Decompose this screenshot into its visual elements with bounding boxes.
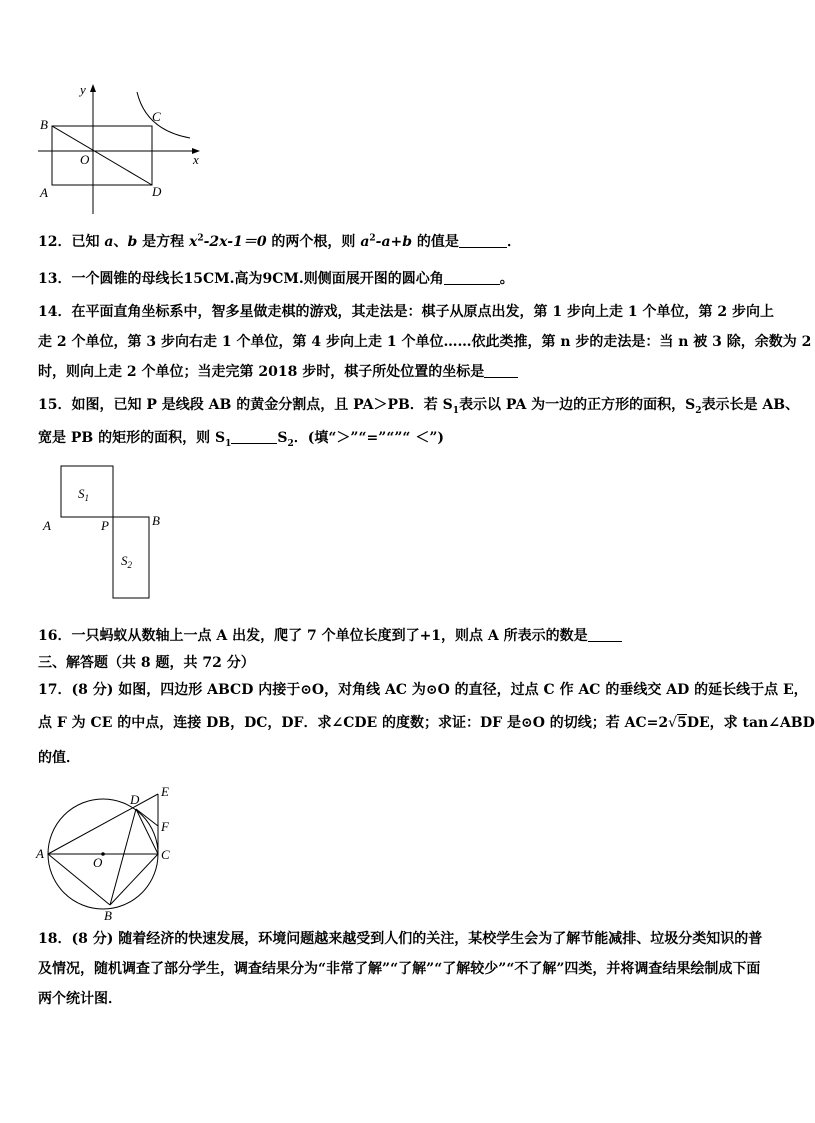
q17-l2-pre: 点 F 为 CE 的中点，连接 DB，DC，DF．求∠CDE 的度数；求证：DF 是⊙O 的切线；若 AC= bbox=[38, 715, 659, 731]
question-13 bbox=[38, 264, 760, 294]
q17-coefficient: 2 bbox=[658, 715, 669, 731]
figure-circle-abcd bbox=[34, 782, 184, 922]
q12-text-mid: 是方程 bbox=[137, 234, 189, 250]
square-s1 bbox=[61, 466, 113, 517]
label-s1: $S_1$ bbox=[78, 486, 89, 503]
q14-line-2: 走 2 个单位，第 3 步向右走 1 个单位，第 4 步向上走 1 个单位……依此类推，第 n 步的走法是：当 n 被 3 除，余数为 2 bbox=[38, 334, 812, 350]
question-12 bbox=[38, 227, 760, 257]
q18-line-3: 两个统计图． bbox=[38, 991, 122, 1007]
figure-coordinate-rectangle bbox=[30, 78, 210, 218]
q18-line-2: 及情况，随机调查了部分学生，调查结果分为“非常了解”“了解”“了解较少”“不了解”四类，并将调查结果绘制成下面 bbox=[38, 961, 761, 977]
q12-expr-sup: 2 bbox=[369, 233, 376, 244]
q14-line-3: 时，则向上走 2 个单位；当走完第 2018 步时，棋子所处位置的坐标是 bbox=[38, 364, 485, 380]
segment-ad-extended bbox=[48, 794, 158, 854]
q12-var-b: b bbox=[127, 234, 138, 250]
segment-dc bbox=[136, 809, 158, 854]
q17-line-1: 17．(8 分) 如图，四边形 ABCD 内接于⊙O，对角线 AC 为⊙O 的直径，过点 C 作 AC 的垂线交 AD 的延长线于点 E， bbox=[38, 682, 808, 698]
q12-eq-rest: -2x-1＝0 bbox=[203, 234, 267, 250]
label-a: A bbox=[36, 846, 44, 861]
q12-expr-rest: -a+b bbox=[375, 234, 413, 250]
section-title bbox=[38, 648, 760, 678]
q15-l2-sub2: 2 bbox=[287, 438, 294, 449]
q15-l2-sub1: 1 bbox=[225, 438, 232, 449]
q12-text-post: 的值是 bbox=[412, 234, 459, 250]
q15-l1-pre: 15．如图，已知 P 是线段 AB 的黄金分割点，且 PA＞PB．若 S bbox=[38, 397, 453, 413]
question-15 bbox=[38, 390, 800, 453]
q12-answer-blank[interactable] bbox=[459, 233, 507, 248]
section-title-text: 三、解答题（共 8 题，共 72 分） bbox=[38, 655, 255, 671]
q17-radicand: 5 bbox=[677, 715, 687, 731]
q15-l2-pre: 宽是 PB 的矩形的面积，则 S bbox=[38, 430, 226, 446]
question-17 bbox=[38, 675, 815, 773]
label-a: A bbox=[40, 185, 48, 200]
hyperbola-arc bbox=[137, 92, 190, 138]
q15-l2-post: ．(填“＞”“=”“”“ ＜”) bbox=[293, 430, 445, 446]
label-b: B bbox=[40, 117, 48, 132]
label-a: A bbox=[43, 518, 51, 533]
q12-end: ． bbox=[506, 234, 521, 250]
q15-answer-blank[interactable] bbox=[231, 429, 277, 444]
q15-l2-mid: S bbox=[277, 430, 288, 446]
q13-text: 13．一个圆锥的母线长15CM.高为9CM.则侧面展开图的圆心角 bbox=[38, 271, 444, 287]
question-16 bbox=[38, 621, 760, 651]
q12-eq-sup: 2 bbox=[197, 233, 204, 244]
q14-line-1: 14．在平面直角坐标系中，智多星做走棋的游戏，其走法是：棋子从原点出发，第 1 步向上走 1 个单位，第 2 步向上 bbox=[38, 304, 774, 320]
figure-golden-section bbox=[36, 462, 176, 604]
label-e: E bbox=[161, 784, 169, 799]
y-axis-arrow bbox=[90, 84, 96, 92]
q12-text-mid2: 的两个根，则 bbox=[266, 234, 361, 250]
q17-l2-post: DE，求 tan∠ABD bbox=[686, 715, 815, 731]
label-c: C bbox=[161, 847, 170, 862]
q13-end: 。 bbox=[499, 271, 514, 287]
q14-answer-blank[interactable] bbox=[484, 363, 518, 378]
question-14 bbox=[38, 297, 812, 387]
q12-eq-x: x bbox=[188, 234, 198, 250]
label-x: x bbox=[193, 152, 199, 167]
q12-text: 12．已知 bbox=[38, 234, 105, 250]
q15-l1-mid: 表示以 PA 为一边的正方形的面积，S bbox=[459, 397, 696, 413]
segment-df bbox=[136, 809, 158, 826]
sqrt-symbol: √ bbox=[668, 715, 678, 731]
label-b: B bbox=[152, 513, 160, 528]
label-y: y bbox=[80, 82, 86, 97]
q15-l1-sub2: 2 bbox=[695, 405, 702, 416]
q15-l1-post: 表示长是 AB、 bbox=[701, 397, 800, 413]
label-c: C bbox=[152, 109, 161, 124]
q18-line-1: 18．(8 分) 随着经济的快速发展，环境问题越来越受到人们的关注，某校学生会为了解节能减排、垃圾分类知识的普 bbox=[38, 931, 763, 947]
q12-sep: 、 bbox=[113, 234, 128, 250]
label-s2: $S_2$ bbox=[121, 553, 132, 570]
q17-line-3: 的值． bbox=[38, 750, 80, 766]
label-d: D bbox=[130, 792, 140, 807]
q13-answer-blank[interactable] bbox=[444, 270, 500, 285]
q12-expr-a: a bbox=[360, 234, 370, 250]
label-f: F bbox=[161, 819, 169, 834]
rectangle-s2 bbox=[113, 517, 149, 598]
q15-l1-sub1: 1 bbox=[452, 405, 460, 416]
diagonal-bd bbox=[52, 126, 152, 185]
label-p: P bbox=[101, 518, 109, 533]
label-b: B bbox=[104, 908, 112, 923]
label-d: D bbox=[152, 184, 162, 199]
label-o: O bbox=[80, 152, 90, 167]
q12-var-a: a bbox=[104, 234, 114, 250]
q16-text: 16．一只蚂蚁从数轴上一点 A 出发，爬了 7 个单位长度到了+1，则点 A 所表示的数是 bbox=[38, 628, 588, 644]
question-18 bbox=[38, 924, 763, 1014]
label-o: O bbox=[93, 855, 103, 870]
q16-answer-blank[interactable] bbox=[588, 627, 622, 642]
